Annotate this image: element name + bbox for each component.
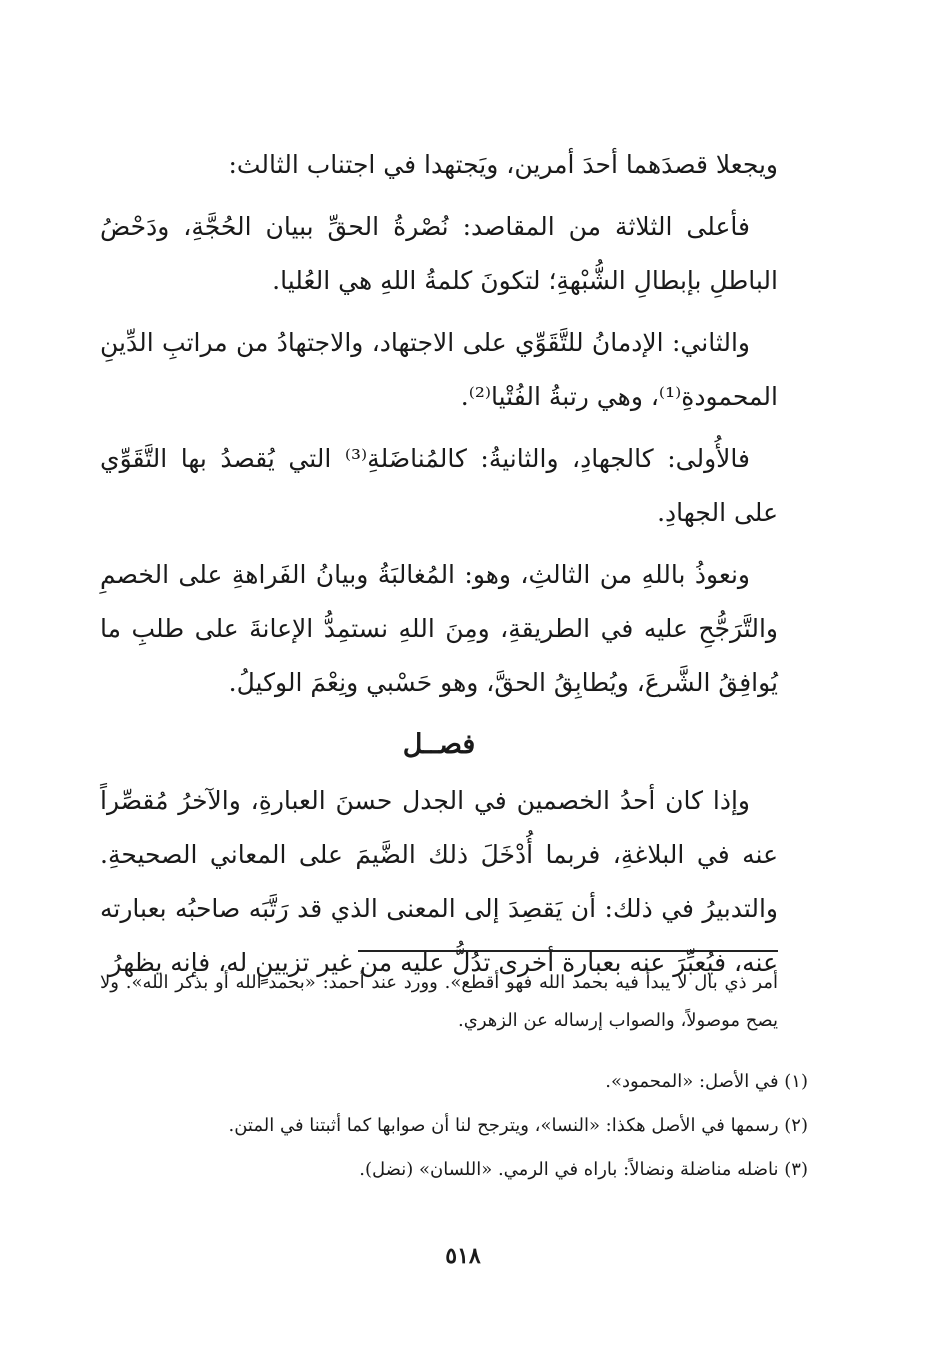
paragraph-1: ويجعلا قصدَهما أحدَ أمرين، ويَجتهدا في اجتناب الثالث:: [228, 150, 778, 179]
footnote-2: (٢) رسمها في الأصل هكذا: «النسا»، ويترجح لنا أن صوابها كما أثبتنا في المتن.: [228, 1115, 808, 1136]
paragraph-3: والثاني: الإدمانُ للتَّقَوِّي على الاجتهاد، والاجتهادُ من مراتبِ الدِّينِ المحمودةِ⁽¹⁾، وهي رتبةُ الفُتْيا⁽²⁾.: [100, 328, 778, 411]
page-number: ٥١٨: [445, 1243, 481, 1269]
section-paragraph: وإذا كان أحدُ الخصمين في الجدل حسنَ العبارةِ، والآخرُ مُقصِّراً عنه في البلاغةِ، فربما أُدْخَلَ ذلك الضَّيمَ على المعاني الصحيحةِ. والتدبيرُ في ذلك: أن يَقصِدَ إلى المعنى الذي قد رَتَّبَه صاحبُه بعبارته عنه، فيُعبِّرَ عنه بعبارة أخرى تدُلُّ عليه من غير تزيينٍ له، فإنه يظهرُ: [100, 786, 778, 977]
paragraph-2: فأعلى الثلاثة من المقاصد: نُصْرةُ الحقِّ ببيان الحُجَّةِ، ودَحْضُ الباطلِ بإبطالِ الشُّبْهةِ؛ لتكونَ كلمةُ اللهِ هي العُليا.: [100, 212, 778, 295]
footnotes: [100, 1063, 808, 1195]
section-heading: فصــل: [402, 729, 476, 760]
footnote-divider: [358, 950, 778, 952]
main-text: [100, 138, 778, 998]
footnote-continuation-text: أمر ذي بال لا يبدأ فيه بحمد الله فهو أقطع». وورد عند أحمد: «بحمد الله أو بذكر الله». ولا يصح موصولاً، والصواب إرساله عن الزهري.: [100, 972, 778, 1031]
paragraph-5: ونعوذُ باللهِ من الثالثِ، وهو: المُغالبَةُ وبيانُ الفَراهةِ على الخصمِ والتَّرَجُّحِ عليه في الطريقةِ، ومِنَ اللهِ نستمِدُّ الإعانةَ على طلبِ ما يُوافِقُ الشَّرعَ، ويُطابِقُ الحقَّ، وهو حَسْبي ونِعْمَ الوكيلُ.: [100, 560, 778, 697]
paragraph-4: فالأُولى: كالجهادِ، والثانيةُ: كالمُناضَلةِ⁽³⁾ التي يُقصدُ بها التَّقَوِّي على الجهادِ.: [100, 444, 778, 527]
footnote-3: (٣) ناضله مناضلة ونضالاً: باراه في الرمي. «اللسان» (نضل).: [359, 1159, 808, 1180]
footnote-1: (١) في الأصل: «المحمود».: [605, 1071, 808, 1092]
footnote-continuation: [100, 964, 778, 1040]
